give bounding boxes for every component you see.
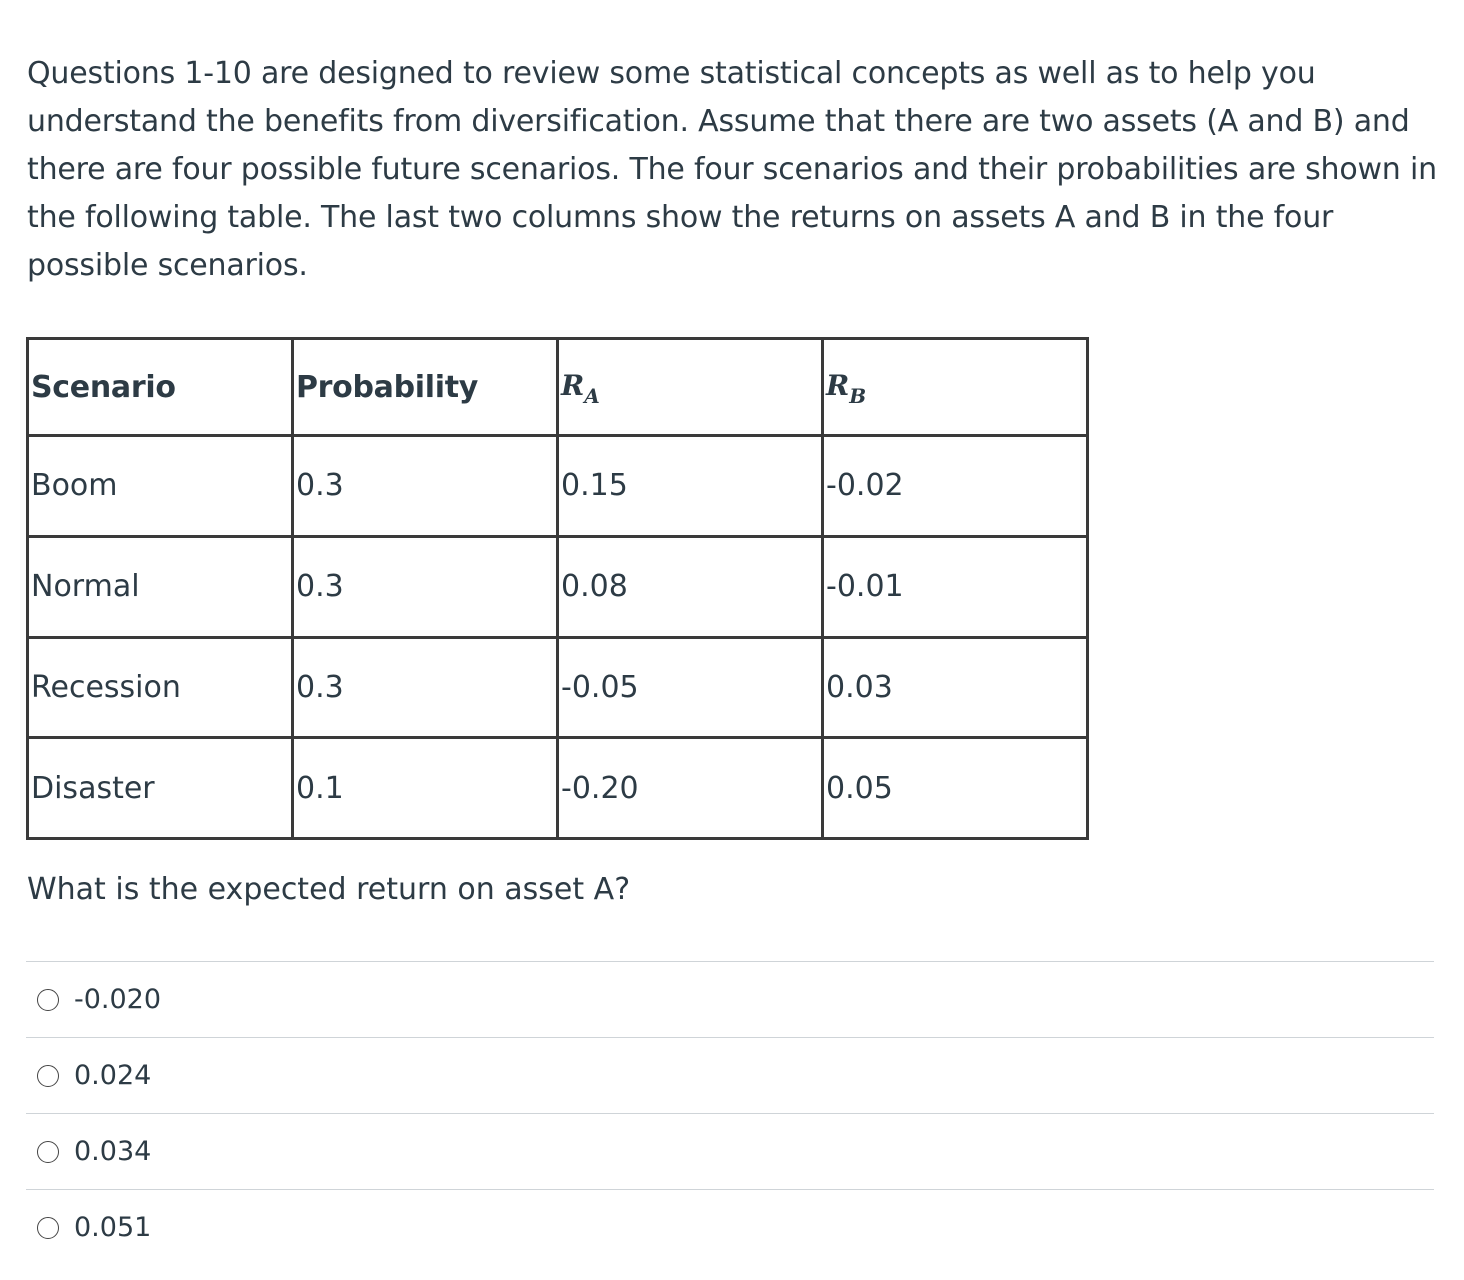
scenario-table	[26, 337, 1089, 840]
cell-probability: 0.3	[293, 536, 558, 637]
radio-button[interactable]	[37, 989, 59, 1011]
cell-return-b: -0.02	[823, 436, 1088, 537]
answer-label: -0.020	[74, 984, 162, 1015]
table-header-row	[28, 339, 1088, 436]
cell-return-b: -0.01	[823, 536, 1088, 637]
answer-label: 0.034	[74, 1136, 152, 1167]
answer-label: 0.024	[74, 1060, 152, 1091]
cell-probability: 0.1	[293, 738, 558, 839]
answer-option[interactable]	[26, 1189, 1434, 1265]
question-intro-text: Questions 1-10 are designed to review some statistical concepts as well as to help you understand the benefits from diversification. Assume that there are two assets (A and B) and there are four possible future scenarios. The four scenarios and their probabilities are shown in the following table. The last two columns show the returns on assets A and B in the four possible scenarios.	[27, 56, 1437, 283]
answer-label: 0.051	[74, 1212, 152, 1243]
table-row	[28, 436, 1088, 537]
table-row	[28, 536, 1088, 637]
return-a-symbol: $R_A$	[561, 368, 600, 409]
cell-scenario: Disaster	[28, 738, 293, 839]
cell-scenario: Recession	[28, 637, 293, 738]
cell-return-a: -0.05	[558, 637, 823, 738]
cell-return-b: 0.03	[823, 637, 1088, 738]
question-text: What is the expected return on asset A?	[27, 872, 631, 907]
radio-button[interactable]	[37, 1065, 59, 1087]
header-return-b	[823, 339, 1088, 436]
table-row	[28, 738, 1088, 839]
radio-button[interactable]	[37, 1217, 59, 1239]
answer-option[interactable]	[26, 1037, 1434, 1113]
cell-probability: 0.3	[293, 637, 558, 738]
header-return-a	[558, 339, 823, 436]
header-scenario: Scenario	[28, 339, 293, 436]
radio-button[interactable]	[37, 1141, 59, 1163]
cell-return-a: 0.08	[558, 536, 823, 637]
cell-return-a: 0.15	[558, 436, 823, 537]
answer-option[interactable]	[26, 961, 1434, 1037]
header-probability: Probability	[293, 339, 558, 436]
cell-scenario: Normal	[28, 536, 293, 637]
cell-scenario: Boom	[28, 436, 293, 537]
answer-option[interactable]	[26, 1113, 1434, 1189]
cell-probability: 0.3	[293, 436, 558, 537]
cell-return-a: -0.20	[558, 738, 823, 839]
cell-return-b: 0.05	[823, 738, 1088, 839]
answer-list	[26, 961, 1434, 1265]
return-b-symbol: $R_B$	[826, 368, 867, 409]
table-row	[28, 637, 1088, 738]
